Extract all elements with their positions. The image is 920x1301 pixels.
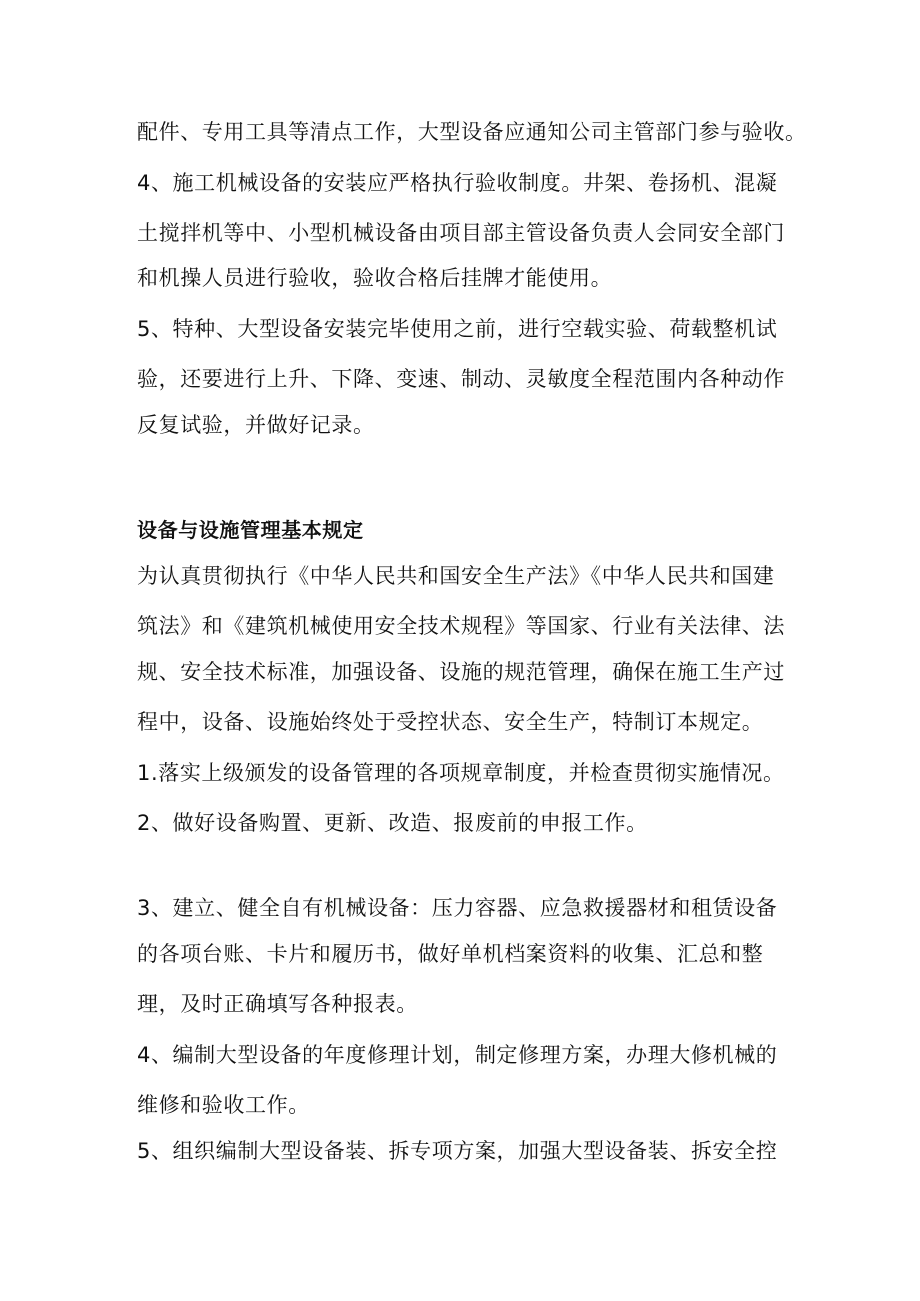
list-item-line: 2、做好设备购置、更新、改造、报废前的申报工作。	[137, 811, 648, 835]
paragraph-line: 筑法》和《建筑机械使用安全技术规程》等国家、行业有关法律、法	[137, 614, 785, 638]
paragraph-line: 和机操人员进行验收，验收合格后挂牌才能使用。	[137, 266, 613, 290]
paragraph-line: 的各项台账、卡片和履历书，做好单机档案资料的收集、汇总和整	[137, 942, 764, 966]
paragraph-line: 程中，设备、设施始终处于受控状态、安全生产，特制订本规定。	[137, 710, 764, 734]
paragraph-line: 维修和验收工作。	[137, 1093, 310, 1117]
paragraph-line: 规、安全技术标准，加强设备、设施的规范管理，确保在施工生产过	[137, 660, 785, 684]
paragraph-line: 土搅拌机等中、小型机械设备由项目部主管设备负责人会同安全部门	[137, 221, 785, 245]
paragraph-line: 4、施工机械设备的安装应严格执行验收制度。井架、卷扬机、混凝	[137, 171, 778, 195]
paragraph-line: 验，还要进行上升、下降、变速、制动、灵敏度全程范围内各种动作	[137, 367, 785, 391]
list-item-line: 5、组织编制大型设备装、拆专项方案，加强大型设备装、拆安全控	[137, 1139, 778, 1163]
list-item-line: 1.落实上级颁发的设备管理的各项规章制度，并检查贯彻实施情况。	[137, 761, 785, 785]
list-item-line: 3、建立、健全自有机械设备：压力容器、应急救援器材和租赁设备	[137, 896, 778, 920]
paragraph-line: 5、特种、大型设备安装完毕使用之前，进行空载实验、荷载整机试	[137, 317, 778, 341]
paragraph-line: 理，及时正确填写各种报表。	[137, 992, 418, 1016]
paragraph-line: 反复试验，并做好记录。	[137, 413, 375, 437]
section-heading: 设备与设施管理基本规定	[137, 518, 364, 542]
paragraph-line: 配件、专用工具等清点工作，大型设备应通知公司主管部门参与验收。	[137, 120, 807, 144]
list-item-line: 4、编制大型设备的年度修理计划，制定修理方案，办理大修机械的	[137, 1043, 778, 1067]
paragraph-line: 为认真贯彻执行《中华人民共和国安全生产法》《中华人民共和国建	[137, 564, 775, 588]
